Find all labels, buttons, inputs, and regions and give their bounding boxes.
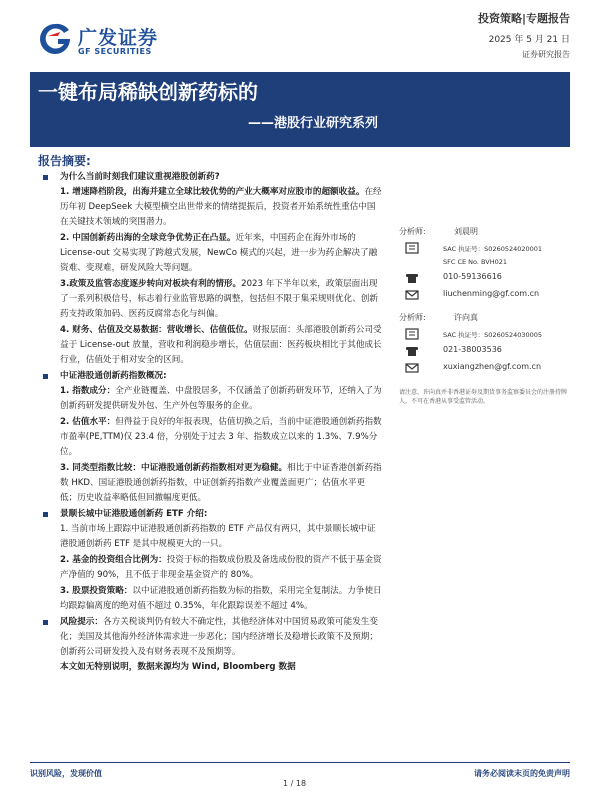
company-logo bbox=[38, 20, 168, 60]
paragraph-text: 在经历年初 DeepSeek 大模型横空出世带来的情绪提振后，投资者开始系统性重估中国在关键技术领域的突围潜力。 bbox=[60, 187, 382, 227]
page-number: 1 / 18 bbox=[283, 779, 307, 788]
analyst-name-row bbox=[399, 226, 574, 240]
analyst-email[interactable]: liuchenming@gf.com.cn bbox=[443, 289, 540, 298]
analyst-card bbox=[399, 312, 574, 384]
analyst-name: 刘晨明 bbox=[454, 227, 478, 236]
analyst-sfc-row bbox=[399, 257, 574, 270]
section-risk bbox=[40, 615, 382, 660]
email-icon bbox=[405, 288, 419, 302]
report-title: 一键布局稀缺创新药标的 bbox=[38, 80, 258, 104]
analyst-phone-row bbox=[399, 343, 574, 360]
title-banner bbox=[30, 72, 570, 147]
paragraph bbox=[40, 461, 382, 506]
report-meta bbox=[478, 10, 570, 60]
paragraph bbox=[40, 522, 382, 552]
paragraph bbox=[40, 553, 382, 583]
paragraph-text: 财报层面：头部港股创新药公司受益于 License-out 放量，营收和利润稳步增长，估值层面：医药板块相比于其他成长行业，估值处于相对安全的区间。 bbox=[60, 325, 382, 365]
analyst-phone: 021-38003536 bbox=[443, 345, 502, 354]
footer-divider bbox=[30, 762, 570, 763]
paragraph-lead: 3.政策及监管态度逐步转向对板块有利的情形。 bbox=[60, 279, 242, 289]
paragraph bbox=[40, 584, 382, 614]
analyst-email-row bbox=[399, 287, 574, 304]
paragraph-text: 全产业链覆盖、中盘股居多，不仅涵盖了创新药研发环节，还纳入了为创新药研发提供研发外包、生产外包等服务的企业。 bbox=[60, 386, 382, 411]
section-bullet: 景顺长城中证港股通创新药 ETF 介绍: bbox=[40, 507, 382, 522]
footer-slogan: 识别风险，发现价值 bbox=[30, 769, 102, 778]
paragraph-lead: 2. 估值水平： bbox=[60, 417, 116, 427]
report-date: 2025 年 5 月 21 日 bbox=[488, 35, 570, 45]
paragraph-text: 相比于中证香港创新药指数 HKD、国证港股通创新药指数，中证创新药指数产业覆盖面更广；估值水平更低；历史收益率略低但回撤幅度更低。 bbox=[60, 463, 382, 503]
analyst-name-row bbox=[399, 312, 574, 326]
paragraph-lead: 2. 中国创新药出海的全球竞争优势正在凸显。 bbox=[60, 233, 236, 243]
paragraph bbox=[40, 323, 382, 368]
analyst-sac: SAC 执证号：S0260524030005 bbox=[443, 331, 543, 339]
abstract-body bbox=[40, 170, 382, 676]
paragraph-lead: 3. 股票投资策略： bbox=[60, 586, 133, 596]
phone-icon bbox=[405, 271, 419, 285]
analyst-panel bbox=[399, 226, 574, 406]
paragraph-lead: 4. 财务、估值及交易数据：营收增长、估值低位。 bbox=[60, 325, 253, 335]
risk-bullet bbox=[40, 615, 382, 660]
certificate-icon bbox=[405, 241, 419, 255]
report-department: 证券研究报告 bbox=[522, 50, 570, 59]
paragraph-lead: 3. 同类型指数比较：中证港股通创新药指数相对更为稳健。 bbox=[60, 463, 288, 473]
email-icon bbox=[405, 361, 419, 375]
section-why-now bbox=[40, 170, 382, 368]
footer-disclaimer: 请务必阅读末页的免责声明 bbox=[474, 769, 570, 778]
phone-icon bbox=[405, 344, 419, 358]
paragraph-text: 但得益于良好的年报表现，估值切换之后，当前中证港股通创新药指数市盈率(PE,TTM)仅 23.4 倍，分别处于过去 3 年、指数成立以来的 1.3%、7.9%分位。 bbox=[60, 417, 382, 457]
paragraph-text: 1. 当前市场上跟踪中证港股通创新药指数的 ETF 产品仅有两只，其中景顺长城中证港股通创新药 ETF 是其中规模更大的一只。 bbox=[60, 524, 376, 549]
report-subtitle: ——港股行业研究系列 bbox=[247, 116, 378, 131]
section-etf-intro bbox=[40, 507, 382, 614]
section-bullet: 中证港股通创新药指数概况: bbox=[40, 369, 382, 384]
risk-label: 风险提示： bbox=[60, 617, 103, 627]
paragraph-lead: 1. 指数成分： bbox=[60, 386, 116, 396]
analyst-phone-row bbox=[399, 270, 574, 287]
license-note: 请注意，许向真并非香港证券及期货事务监察委员会的注册持牌人，不可在香港从事受监管活动。 bbox=[399, 389, 568, 405]
section-index-overview bbox=[40, 369, 382, 506]
paragraph bbox=[40, 415, 382, 460]
analyst-role: 分析师: bbox=[399, 313, 426, 322]
paragraph bbox=[40, 185, 382, 230]
source-note: 本文如无特别说明，数据来源均为 Wind, Bloomberg 数据 bbox=[60, 662, 296, 672]
abstract-heading: 报告摘要: bbox=[38, 154, 91, 168]
paragraph bbox=[40, 277, 382, 322]
risk-text: 各方关税谈判仍有较大不确定性，其他经济体对中国贸易政策可能发生变化；美国及其他海外经济体需求进一步恶化；国内经济增长及稳增长政策不及预期；创新药公司研发投入及有财务表现不及预期等。 bbox=[60, 617, 378, 657]
certificate-icon bbox=[405, 327, 419, 341]
analyst-email-row bbox=[399, 360, 574, 377]
paragraph-text: 以中证港股通创新药指数为标的指数，采用完全复制法。力争使日均跟踪偏离度的绝对值不超过 0.35%，年化跟踪误差不超过 4%。 bbox=[60, 586, 382, 611]
paragraph-text: 近年来，中国药企在海外市场的 License-out 交易实现了跨越式发展，NewCo 模式的兴起，进一步为药企解决了融资难、变现难，研发风险大等问题。 bbox=[60, 233, 378, 273]
paragraph-lead: 1. 增速降档阶段，出海并建立全球比较优势的产业大概率对应股市的超额收益。 bbox=[60, 187, 365, 197]
paragraph bbox=[40, 231, 382, 276]
analyst-sac: SAC 执证号：S0260524020001 bbox=[443, 245, 543, 253]
analyst-role: 分析师: bbox=[399, 227, 426, 236]
paragraph-text: 2023 年下半年以来，政策层面出现了一系列积极信号，标志着行业监管思路的调整，包括但不限于集采规则优化、创新药支持政策加码、医药反腐常态化与纠偏。 bbox=[60, 279, 378, 319]
analyst-name: 许向真 bbox=[454, 313, 478, 322]
paragraph bbox=[40, 384, 382, 414]
section-bullet: 为什么当前时刻我们建议重视港股创新药? bbox=[40, 170, 382, 185]
analyst-sac-row bbox=[399, 240, 574, 257]
logo-english-name: GF SECURITIES bbox=[78, 47, 152, 56]
gf-logo-mark-icon bbox=[38, 22, 72, 56]
analyst-email[interactable]: xuxiangzhen@gf.com.cn bbox=[443, 362, 542, 371]
report-type: 投资策略|专题报告 bbox=[477, 12, 570, 25]
paragraph-lead: 2. 基金的投资组合比例为： bbox=[60, 555, 167, 565]
analyst-sfc: SFC CE No. BVH021 bbox=[443, 258, 508, 266]
analyst-card bbox=[399, 226, 574, 312]
analyst-sac-row bbox=[399, 326, 574, 343]
paragraph-text: 投资于标的指数成份股及备选成份股的资产不低于基金资产净值的 90%，且不低于非现金基金资产的 80%。 bbox=[60, 555, 382, 580]
logo-chinese-name: 广发证券 bbox=[78, 27, 159, 49]
analyst-phone: 010-59136616 bbox=[443, 272, 502, 281]
